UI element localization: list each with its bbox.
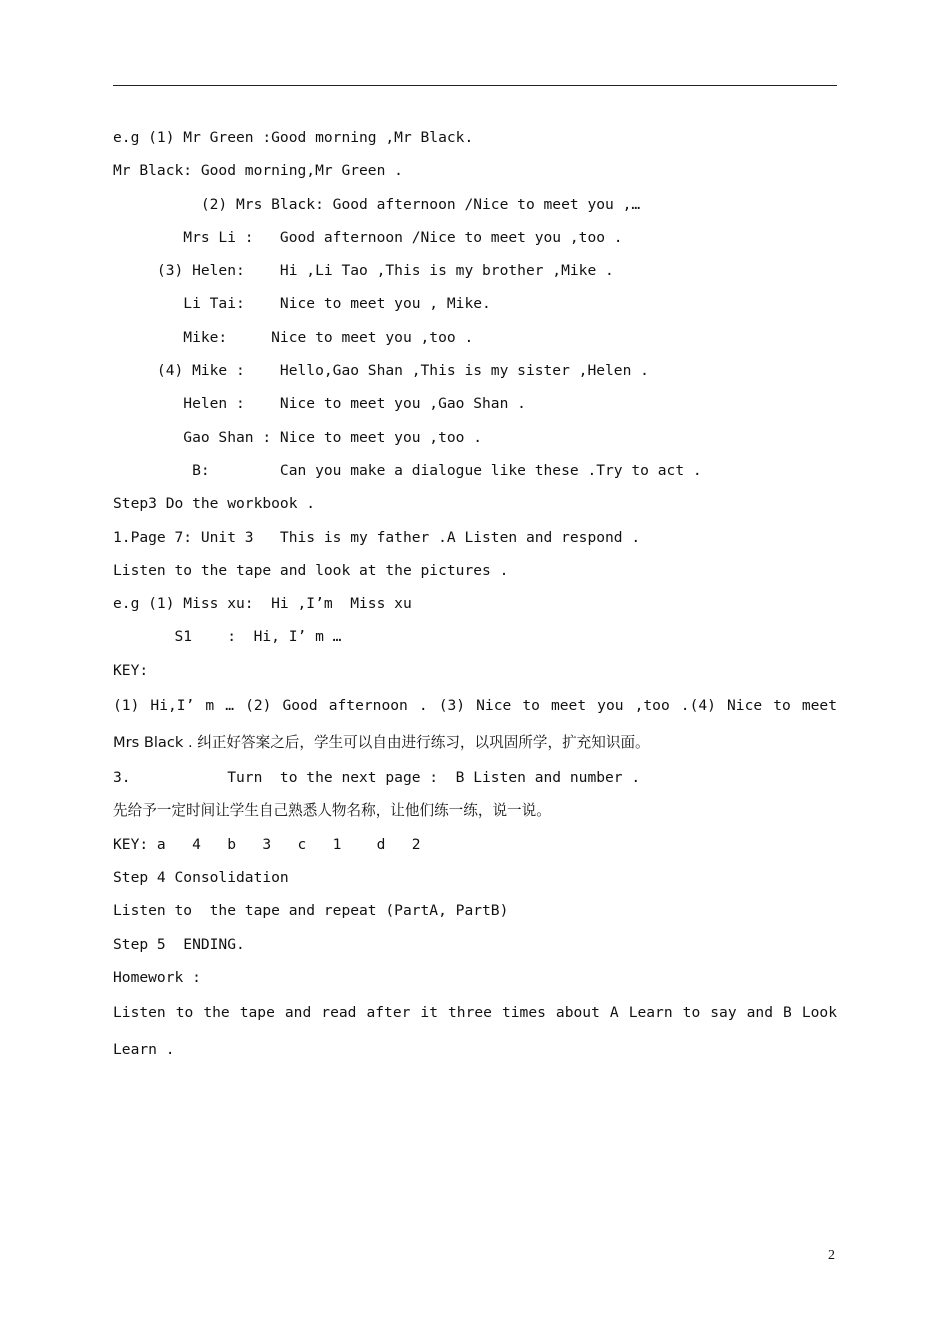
text-line: Mr Black: Good morning,Mr Green . bbox=[113, 162, 403, 180]
text-line: (1) Hi,I’ m … (2) Good afternoon . (3) Nice to meet you ,too .(4) Nice to meet bbox=[113, 697, 837, 715]
text-line: B: Can you make a dialogue like these .Try to act . bbox=[113, 461, 702, 479]
text-line: KEY: a 4 b 3 c 1 d 2 bbox=[113, 835, 421, 853]
text-line: S1 : Hi, I’ m … bbox=[113, 628, 342, 646]
text-line: Mrs Li : Good afternoon /Nice to meet you ,too . bbox=[113, 228, 623, 246]
text-line: (3) Helen: Hi ,Li Tao ,This is my brother ,Mike . bbox=[113, 262, 614, 280]
text-line: e.g (1) Mr Green :Good morning ,Mr Black. bbox=[113, 129, 474, 146]
text-line: Mike: Nice to meet you ,too . bbox=[113, 328, 474, 346]
text-line: Listen to the tape and read after it three times about A Learn to say and B Look bbox=[113, 1004, 837, 1022]
text-line: 3. Turn to the next page : B Listen and number . bbox=[113, 769, 641, 787]
text-line: Listen to the tape and look at the pictures . bbox=[113, 561, 509, 579]
header-rule bbox=[113, 85, 837, 86]
text-line: e.g (1) Miss xu: Hi ,I’m Miss xu bbox=[113, 595, 412, 613]
document-body bbox=[113, 121, 837, 1068]
text-line: Step 4 Consolidation bbox=[113, 868, 289, 886]
text-line: Mrs Black . 纠正好答案之后，学生可以自由进行练习，以巩固所学，扩充知识面。 bbox=[113, 734, 650, 752]
text-line: 先给予一定时间让学生自己熟悉人物名称，让他们练一练，说一说。 bbox=[113, 802, 551, 820]
text-line: Li Tai: Nice to meet you , Mike. bbox=[113, 295, 491, 313]
text-line: Step 5 ENDING. bbox=[113, 935, 245, 953]
text-line: KEY: bbox=[113, 661, 149, 679]
text-line: Learn . bbox=[113, 1041, 175, 1059]
text-line: (2) Mrs Black: Good afternoon /Nice to meet you ,… bbox=[113, 195, 641, 213]
text-line: Helen : Nice to meet you ,Gao Shan . bbox=[113, 395, 526, 413]
text-line: Homework : bbox=[113, 968, 201, 986]
text-line: 1.Page 7: Unit 3 This is my father .A Listen and respond . bbox=[113, 528, 641, 546]
text-line: Step3 Do the workbook . bbox=[113, 495, 316, 513]
page-number: 2 bbox=[828, 1248, 835, 1263]
text-line: Gao Shan : Nice to meet you ,too . bbox=[113, 428, 483, 446]
text-line: Listen to the tape and repeat (PartA, PartB) bbox=[113, 902, 509, 920]
text-line: (4) Mike : Hello,Gao Shan ,This is my sister ,Helen . bbox=[113, 362, 649, 380]
